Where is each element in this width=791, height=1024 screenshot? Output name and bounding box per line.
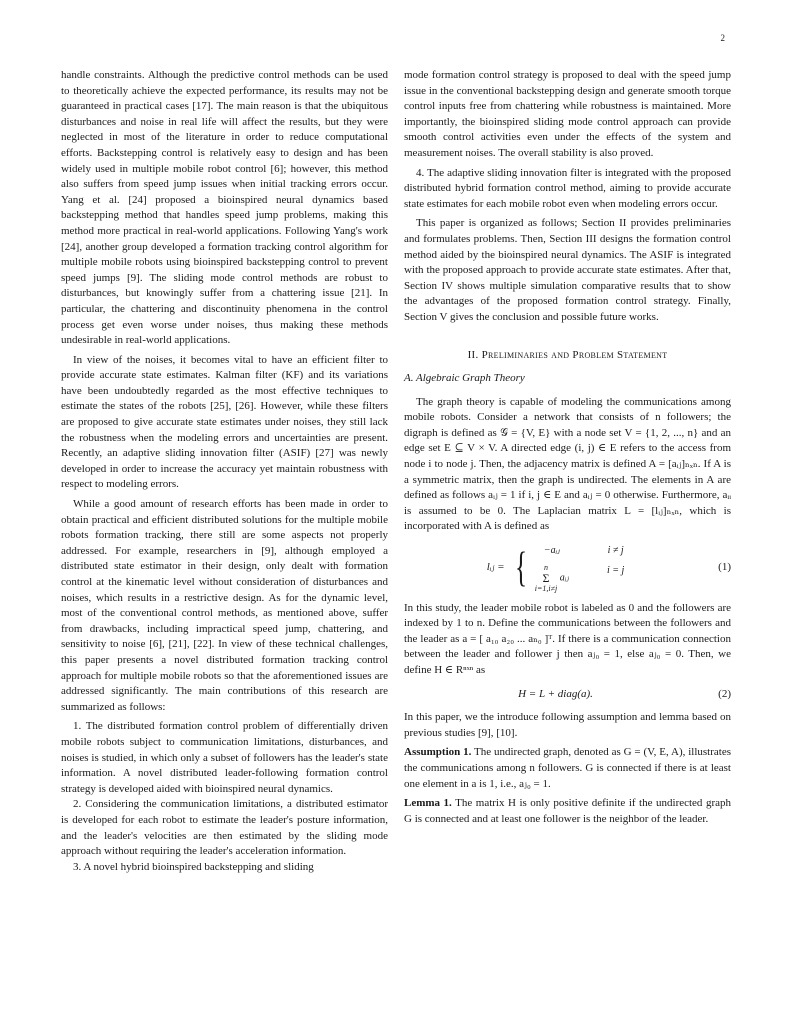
left-column: [61, 68, 388, 875]
lemma-1: [404, 796, 731, 827]
case-1-expression: −aᵢⱼ: [543, 545, 560, 557]
lemma-label: Lemma 1.: [404, 797, 452, 810]
subsection-heading: A. Algebraic Graph Theory: [404, 372, 525, 385]
summation-term: aᵢⱼ: [559, 571, 569, 583]
summation-upper: n: [544, 562, 548, 572]
case-2-expression: [535, 563, 569, 593]
contribution-2: 2. Considering the communication limitations, a distributed estimator is developed for each robot to estimate the leader's posture information, and the leader's velocities are then estimated by the sliding mode approach without requiring the leader's acceleration information.: [61, 798, 388, 858]
case-2-condition: i = j: [606, 564, 625, 576]
piecewise-definition: [487, 543, 625, 593]
page-number: 2: [720, 33, 725, 43]
equation-2: [404, 687, 731, 703]
equation-1: [404, 543, 731, 593]
paragraph-assumption-intro: In this paper, we the introduce following assumption and lemma based on previous studies [9], [10].: [404, 711, 731, 739]
equation-1-number: (1): [718, 561, 731, 574]
lemma-text: The matrix H is only positive definite if the undirected graph G is connected and at least one follower is the neighbor of the leader.: [404, 797, 731, 825]
paragraph-leader-followers: In this study, the leader mobile robot is labeled as 0 and the followers are indexed by 1 to n. Define the communications between the followers and the leader as a = [ a₁₀ a₂₀ ... aₙ₀ ]ᵀ. If there is a communication connection between the leader and follower j then aⱼ₀ = 1, else aⱼ₀ = 0. Then, we define H ∈ Rⁿˣⁿ as: [404, 601, 731, 676]
equation-2-body: H = L + diag(a).: [518, 687, 593, 700]
case-1-condition: i ≠ j: [607, 545, 624, 557]
paragraph-research-gap: While a good amount of research efforts has been made in order to obtain practical and efficient distributed solutions for the multiple mobile robots formation tracking, there still are some aspects not properly addressed. For example, researchers in [9], although employed a distributed state estimator in their design, only dealt with formation control at the kinematic level without consideration of disturbances and noises, which results in a restrictive design. As for the dynamic level, most of the conventional control methods, as mentioned above, suffer from drawbacks, including impractical speed jump, chattering, and sensitivity to noise [6], [21], [22]. In view of these technical challenges, this paper presents a novel distributed formation tracking control approach for multiple mobile robots so that the aforementioned issues are addressed significantly. The main contributions of this research are summarized as follows:: [61, 498, 388, 713]
summation-sign: Σ: [542, 570, 550, 585]
section-heading: [404, 348, 731, 364]
section-numeral: II.: [467, 348, 479, 361]
assumption-text: The undirected graph, denoted as G = (V, E, A), illustrates the communications among n followers. G is connected if there is at least one element in a is 1, i.e., aⱼ₀ = 1.: [404, 746, 731, 790]
equation-1-cases: [535, 543, 625, 593]
paragraph-organization: This paper is organized as follows; Section II provides preliminaries and formulates problems. Then, Section III designs the formation control method aided by the bioinspired neural dynamics. The ASIF is integrated with the proposed approach to provide accurate state estimates. After that, Section IV shows multiple simulation comparative results that to show the advantages of the proposed formation control strategy. Finally, Section V gives the conclusion and possible future works.: [404, 217, 731, 323]
summation-lower: i=1,i≠j: [534, 583, 558, 593]
contribution-4: 4. The adaptive sliding innovation filter is integrated with the proposed distributed hybrid formation control method, aiming to provide accurate state estimates for each mobile robot even when modeling errors occur.: [404, 166, 731, 210]
paragraph-graph-theory: The graph theory is capable of modeling the communications among mobile robots. Consider a network that consists of n followers; the digraph is defined as 𝒢 = {V, E} with a node set V = {1, 2, ..., n} and an edge set E ⊆ V × V. A directed edge (i, j) ∈ E refers to the access from node i to node j. Then, the adjacency matrix is defined A = [aᵢⱼ]ₙₓₙ. If A is a symmetric matrix, then the graph is undirected. The elements in A are defined as follows aᵢⱼ = 1 if i, j ∈ E and aᵢⱼ = 0 otherwise. Furthermore, aᵢᵢ is assumed to be 0. The Laplacian matrix L = [lᵢⱼ]ₙₓₙ, which is incorporated with A is defined as: [404, 395, 731, 533]
summation: [535, 563, 557, 593]
left-brace: {: [514, 544, 527, 591]
equation-1-lhs: lᵢⱼ =: [486, 561, 505, 574]
contribution-3-start: 3. A novel hybrid bioinspired backstepping and sliding: [73, 860, 314, 873]
equation-2-number: (2): [718, 687, 731, 700]
assumption-1: [404, 745, 731, 792]
paragraph-noise-filter: In view of the noises, it becomes vital to have an efficient filter to provide accurate state estimates. Kalman filter (KF) and its variations have been undoubtedly regarded as the most effective techniques to estimate the states of the robots [25], [26]. However, while these filters are proposed to give accurate state estimates under noises, they still lack the robustness when the modeling errors and uncertainties are present. Recently, an adaptive sliding innovation filter (ASIF) [27] was newly developed in order to increase the accuracy yet maintain robustness with respect to modeling errors.: [61, 353, 388, 491]
section-title: Preliminaries and Problem Statement: [481, 348, 668, 361]
contribution-3-continuation: mode formation control strategy is proposed to deal with the speed jump issue in the conventional backstepping design and generate smooth torque control inputs free from chattering while robustness is maintained. More importantly, the bioinspired sliding mode control approach can provide smooth control activities even under the effects of the system and measurement noises. The overall stability is also proved.: [404, 69, 731, 159]
contribution-1: 1. The distributed formation control problem of differentially driven mobile robots subject to communication limitations, disturbances, and noises is studied, in which only a subset of followers has the leader's state information. A novel distributed leader-following formation control strategy is developed aided with bioinspired neural dynamics.: [61, 720, 388, 795]
assumption-label: Assumption 1.: [404, 746, 472, 759]
right-column: [404, 68, 731, 831]
paragraph-intro-continuation: handle constraints. Although the predictive control methods can be used to theoretically achieve the expected performance, its results may not be guaranteed in practical cases [17]. The main reason is that the ubiquitous disturbances and noise in real life will affect the results, but they were neglected in most of the literature in order to reduce computational efforts. Backstepping control is relatively easy to design and has been widely used in multiple mobile robot control [6]; however, this method also suffers from speed jump issues when initial tracking errors occur. Yang et al. [24] proposed a bioinspired neural dynamics based backstepping method that handles speed jump problems, making this method more practical in real-world applications. Following Yang's work [24], another group developed a formation tracking control algorithm for multiple mobile robots using bioinspired backstepping control to prevent speed jumps [9]. The sliding mode control methods are robust to disturbances, but knowingly suffer from a chattering issue [21]. In particular, the chattering and discontinuity phenomena in the control process get even worse under noises, thus making these methods undesirable in real-world applications.: [61, 69, 388, 347]
